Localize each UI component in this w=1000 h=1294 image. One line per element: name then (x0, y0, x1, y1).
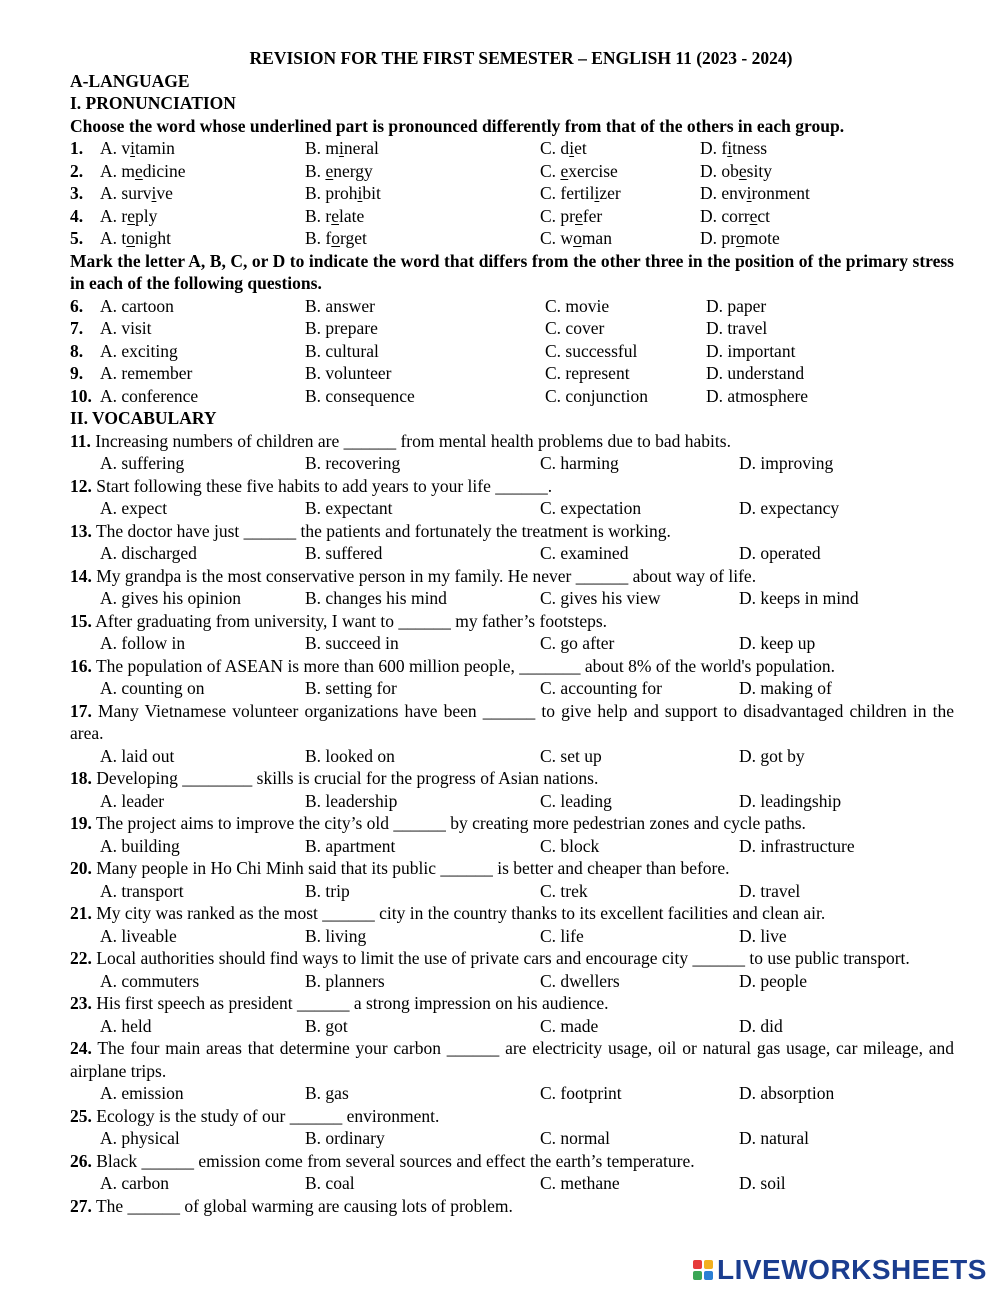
question-stem (70, 1195, 954, 1218)
answer-option[interactable] (540, 205, 602, 228)
option-text: tamin (135, 138, 175, 158)
option-text: A. r (100, 205, 128, 226)
question-number: 20. (70, 858, 92, 878)
logo-square (704, 1260, 713, 1269)
option-text: rget (340, 228, 367, 248)
answer-option[interactable]: B. suffered (305, 543, 383, 563)
question-stem (70, 520, 954, 543)
question-row (70, 340, 954, 363)
answer-option[interactable]: C. cover (545, 318, 605, 338)
answer-row (70, 790, 954, 813)
answer-option[interactable] (100, 227, 171, 250)
question-number: 18. (70, 768, 92, 788)
answer-option[interactable]: B. setting for (305, 678, 397, 698)
answer-option[interactable]: D. natural (739, 1128, 809, 1148)
option-text: xercise (568, 160, 618, 181)
answer-option[interactable] (540, 137, 587, 160)
answer-option[interactable]: B. planners (305, 970, 385, 991)
question-number: 25. (70, 1105, 92, 1126)
answer-row (70, 835, 954, 858)
question-number: 4. (70, 205, 84, 226)
answer-option[interactable]: A. physical (100, 1128, 180, 1148)
answer-row (70, 542, 954, 565)
answer-option[interactable]: C. examined (540, 543, 629, 563)
answer-option[interactable]: A. suffering (100, 453, 185, 473)
underlined-part: i (130, 138, 136, 158)
answer-option[interactable]: D. got by (739, 745, 805, 766)
question-number: 12. (70, 475, 92, 496)
answer-row (70, 677, 954, 700)
answer-option[interactable]: B. ordinary (305, 1128, 385, 1148)
question-row (70, 160, 954, 183)
answer-option[interactable]: C. made (540, 1015, 599, 1036)
option-text: B. f (305, 228, 332, 248)
option-text: C. (540, 160, 561, 181)
option-text: zer (599, 183, 621, 203)
underlined-part: i (594, 183, 600, 203)
option-text: B. m (305, 138, 340, 158)
answer-option[interactable] (100, 205, 157, 228)
question-stem (70, 610, 954, 633)
question-stem (70, 565, 954, 588)
option-text: neral (343, 138, 379, 158)
option-text: A. t (100, 228, 127, 248)
answer-option[interactable]: B. consequence (305, 385, 415, 406)
option-text: nergy (333, 160, 373, 181)
answer-option[interactable]: D. absorption (739, 1083, 835, 1103)
question-number: 19. (70, 813, 92, 833)
question-text: The four main areas that determine your carbon ______ are electricity usage, oil or natural gas usage, car mileage, and airplane trips. (70, 1038, 954, 1081)
question-text: Many people in Ho Chi Minh said that its public ______ is better and cheaper than before. (96, 858, 730, 878)
answer-option[interactable]: A. conference (100, 385, 199, 406)
answer-option[interactable]: B. coal (305, 1173, 355, 1193)
answer-row (70, 880, 954, 903)
question-stem (70, 767, 954, 790)
question-text: The ______ of global warming are causing lots of problem. (95, 1195, 513, 1216)
underlined-part: i (727, 138, 733, 158)
question-stem (70, 475, 954, 498)
option-text: ct (757, 205, 770, 226)
answer-option[interactable] (305, 182, 381, 205)
answer-option[interactable]: B. changes his mind (305, 588, 447, 608)
question-number: 9. (70, 363, 84, 383)
underlined-part: e (749, 205, 758, 226)
option-text: late (339, 205, 365, 226)
question-row (70, 385, 954, 408)
answer-option[interactable]: C. footprint (540, 1083, 622, 1103)
worksheet-page (70, 47, 954, 1217)
option-text: D. pr (700, 228, 736, 248)
answer-option[interactable]: A. exciting (100, 340, 178, 361)
answer-option[interactable]: D. paper (706, 295, 767, 316)
answer-option[interactable] (700, 160, 772, 183)
answer-option[interactable]: D. did (739, 1015, 783, 1036)
underlined-part: i (151, 183, 157, 203)
answer-option[interactable]: A. counting on (100, 678, 205, 698)
question-text: The population of ASEAN is more than 600 million people, _______ about 8% of the world's population. (95, 655, 835, 676)
question-text: His first speech as president ______ a strong impression on his audience. (96, 993, 609, 1013)
option-text: et (574, 138, 587, 158)
question-text: My grandpa is the most conservative person in my family. He never ______ about way of life. (96, 565, 757, 586)
underlined-part: o (573, 228, 582, 248)
pronunciation-questions (70, 137, 954, 250)
answer-option[interactable] (305, 227, 367, 250)
answer-option[interactable]: A. laid out (100, 745, 175, 766)
answer-option[interactable]: D. expectancy (739, 498, 840, 518)
question-stem (70, 992, 954, 1015)
question-text: The doctor have just ______ the patients and fortunately the treatment is working. (95, 520, 671, 541)
answer-option[interactable]: A. expect (100, 498, 168, 518)
answer-option[interactable]: C. go after (540, 633, 615, 653)
option-text: B. r (305, 205, 332, 226)
option-text: night (135, 228, 171, 248)
answer-row (70, 497, 954, 520)
question-text: After graduating from university, I want to ______ my father’s footsteps. (95, 610, 608, 631)
answer-row (70, 452, 954, 475)
question-number: 3. (70, 183, 84, 203)
answer-row (70, 1015, 954, 1038)
answer-option[interactable] (540, 182, 621, 205)
answer-option[interactable]: C. movie (545, 295, 610, 316)
option-text: D. env (700, 183, 747, 203)
question-number: 8. (70, 340, 84, 361)
question-stem (70, 655, 954, 678)
option-text: bit (362, 183, 381, 203)
option-text: C. fertil (540, 183, 595, 203)
answer-option[interactable]: B. apartment (305, 835, 396, 856)
answer-option[interactable]: D. keep up (739, 633, 816, 653)
answer-option[interactable]: D. travel (706, 318, 768, 338)
answer-option[interactable]: B. gas (305, 1083, 349, 1103)
question-stem (70, 902, 954, 925)
question-number: 27. (70, 1195, 92, 1216)
answer-row (70, 745, 954, 768)
section-pronunciation-heading: I. PRONUNCIATION (70, 93, 236, 113)
question-text: Start following these five habits to add years to your life ______. (96, 475, 553, 496)
question-row (70, 317, 954, 340)
answer-option[interactable]: B. cultural (305, 340, 379, 361)
section-language-heading: A-LANGUAGE (70, 70, 190, 91)
question-row (70, 137, 954, 160)
logo-square (693, 1260, 702, 1269)
question-number: 6. (70, 295, 84, 316)
answer-option[interactable]: A. commuters (100, 970, 200, 991)
option-text: dicine (142, 160, 186, 181)
question-stem (70, 947, 954, 970)
answer-option[interactable]: D. making of (739, 678, 832, 698)
answer-option[interactable]: B. living (305, 925, 367, 946)
option-text: sity (746, 160, 772, 181)
answer-row (70, 632, 954, 655)
question-number: 15. (70, 610, 92, 631)
vocabulary-questions (70, 430, 954, 1218)
underlined-part: e (135, 160, 143, 181)
question-number: 22. (70, 948, 92, 968)
underlined-part: i (569, 138, 575, 158)
underlined-part: e (738, 160, 747, 181)
answer-option[interactable]: A. remember (100, 363, 193, 383)
answer-option[interactable]: C. represent (545, 363, 630, 383)
liveworksheets-logo[interactable] (693, 1255, 987, 1285)
option-text: mote (744, 228, 780, 248)
answer-option[interactable]: A. discharged (100, 543, 197, 563)
answer-option[interactable]: D. live (739, 925, 787, 946)
question-number: 24. (70, 1038, 92, 1058)
answer-option[interactable]: C. life (540, 925, 584, 946)
answer-option[interactable]: B. recovering (305, 453, 401, 473)
pronunciation-instruction: Choose the word whose underlined part is pronounced differently from that of the others in each group. (70, 115, 845, 136)
answer-row (70, 1127, 954, 1150)
option-text: D. ob (700, 160, 739, 181)
underlined-part: e (560, 160, 569, 181)
answer-option[interactable] (100, 160, 186, 183)
answer-option[interactable]: B. got (305, 1015, 348, 1036)
answer-option[interactable]: B. volunteer (305, 363, 392, 383)
question-stem (70, 700, 954, 745)
answer-option[interactable]: C. gives his view (540, 588, 661, 608)
question-number: 1. (70, 138, 84, 158)
answer-option[interactable]: D. leadingship (739, 790, 842, 811)
answer-option[interactable]: C. trek (540, 880, 588, 901)
underlined-part: o (735, 228, 745, 248)
logo-square (704, 1271, 713, 1280)
option-text: tness (732, 138, 768, 158)
question-text: My city was ranked as the most ______ city in the country thanks to its excellent facilities and clean air. (96, 903, 826, 923)
question-text: Black ______ emission come from several sources and effect the earth’s temperature. (96, 1150, 695, 1171)
answer-row (70, 925, 954, 948)
question-number: 23. (70, 993, 92, 1013)
underlined-part: o (331, 228, 340, 248)
answer-option[interactable] (700, 137, 767, 160)
answer-option[interactable]: D. important (706, 340, 796, 361)
question-stem (70, 430, 954, 453)
answer-option[interactable] (305, 205, 364, 228)
answer-option[interactable]: C. expectation (540, 498, 642, 518)
answer-option[interactable]: D. travel (739, 880, 801, 901)
answer-option[interactable]: A. emission (100, 1083, 184, 1103)
answer-option[interactable]: A. liveable (100, 925, 177, 946)
option-text: fer (582, 205, 603, 226)
question-row (70, 205, 954, 228)
option-text: B. (305, 160, 326, 181)
answer-option[interactable]: C. dwellers (540, 970, 620, 991)
question-number: 7. (70, 318, 84, 338)
answer-option[interactable]: C. leading (540, 790, 612, 811)
question-number: 2. (70, 160, 84, 181)
option-text: A. m (100, 160, 135, 181)
answer-option[interactable]: C. accounting for (540, 678, 662, 698)
question-text: Ecology is the study of our ______ environment. (96, 1105, 440, 1126)
page-title: REVISION FOR THE FIRST SEMESTER – ENGLISH 11 (2023 - 2024) (249, 48, 793, 68)
answer-option[interactable]: A. building (100, 835, 180, 856)
option-text: A. surv (100, 183, 152, 203)
question-number: 17. (70, 700, 92, 721)
answer-option[interactable]: A. transport (100, 880, 184, 901)
answer-option[interactable]: B. looked on (305, 745, 395, 766)
answer-option[interactable] (100, 182, 173, 205)
question-number: 10. (70, 385, 92, 406)
answer-option[interactable]: B. succeed in (305, 633, 399, 653)
logo-mark-icon (693, 1260, 713, 1280)
underlined-part: i (746, 183, 752, 203)
answer-option[interactable]: D. people (739, 970, 808, 991)
option-text: B. proh (305, 183, 358, 203)
answer-option[interactable]: C. set up (540, 745, 602, 766)
answer-option[interactable]: A. carbon (100, 1173, 170, 1193)
question-stem (70, 857, 954, 880)
question-row (70, 227, 954, 250)
answer-row (70, 1082, 954, 1105)
underlined-part: e (331, 205, 340, 226)
answer-option[interactable]: A. held (100, 1015, 152, 1036)
answer-option[interactable]: C. normal (540, 1128, 610, 1148)
question-stem (70, 812, 954, 835)
underlined-part: o (126, 228, 135, 248)
question-number: 26. (70, 1150, 92, 1171)
option-text: C. pr (540, 205, 575, 226)
question-text: Developing ________ skills is crucial for the progress of Asian nations. (96, 768, 599, 788)
option-text: D. f (700, 138, 728, 158)
answer-option[interactable]: D. keeps in mind (739, 588, 859, 608)
answer-option[interactable]: D. soil (739, 1173, 786, 1193)
answer-option[interactable] (305, 137, 379, 160)
stress-instruction: Mark the letter A, B, C, or D to indicate the word that differs from the other three in the position of the primary stress in each of the following questions. (70, 250, 954, 293)
question-text: Many Vietnamese volunteer organizations have been ______ to give help and support to disadvantaged children in the area. (70, 700, 954, 743)
answer-option[interactable] (305, 160, 373, 183)
option-text: ply (135, 205, 158, 226)
answer-option[interactable]: A. leader (100, 790, 165, 811)
question-number: 21. (70, 903, 92, 923)
answer-option[interactable]: B. leadership (305, 790, 398, 811)
question-stem (70, 1150, 954, 1173)
answer-option[interactable]: C. conjunction (545, 385, 649, 406)
answer-option[interactable]: C. methane (540, 1173, 620, 1193)
underlined-part: i (339, 138, 344, 158)
option-text: man (581, 228, 612, 248)
question-text: The project aims to improve the city’s old ______ by creating more pedestrian zones and cycle paths. (95, 813, 806, 833)
answer-option[interactable]: A. gives his opinion (100, 588, 241, 608)
question-number: 16. (70, 655, 92, 676)
answer-option[interactable]: C. block (540, 835, 600, 856)
answer-option[interactable] (700, 182, 810, 205)
question-text: Increasing numbers of children are ______ from mental health problems due to bad habits. (95, 430, 731, 451)
answer-option[interactable] (700, 227, 780, 250)
question-row (70, 295, 954, 318)
logo-square (693, 1271, 702, 1280)
answer-option[interactable]: A. cartoon (100, 295, 174, 316)
option-text: C. d (540, 138, 570, 158)
answer-option[interactable]: B. answer (305, 295, 375, 316)
answer-option[interactable]: D. infrastructure (739, 835, 855, 856)
answer-option[interactable] (700, 205, 770, 228)
answer-option[interactable]: A. visit (100, 318, 152, 338)
underlined-part: e (575, 205, 583, 226)
option-text: D. corr (700, 205, 750, 226)
question-number: 5. (70, 228, 84, 248)
answer-row (70, 970, 954, 993)
answer-option[interactable]: A. follow in (100, 633, 186, 653)
answer-option[interactable]: B. expectant (305, 498, 393, 518)
question-stem (70, 1105, 954, 1128)
answer-option[interactable]: D. operated (739, 543, 821, 563)
stress-questions (70, 295, 954, 408)
question-stem (70, 1037, 954, 1082)
question-number: 13. (70, 520, 92, 541)
answer-option[interactable]: B. trip (305, 880, 350, 901)
answer-option[interactable]: D. understand (706, 363, 805, 383)
answer-row (70, 1172, 954, 1195)
answer-option[interactable] (100, 137, 175, 160)
answer-option[interactable] (540, 160, 618, 183)
answer-option[interactable] (540, 227, 612, 250)
answer-option[interactable]: D. atmosphere (706, 385, 809, 406)
answer-option[interactable]: C. harming (540, 453, 619, 473)
underlined-part: e (325, 160, 334, 181)
answer-option[interactable]: D. improving (739, 453, 834, 473)
answer-option[interactable]: C. successful (545, 340, 638, 361)
question-row (70, 362, 954, 385)
question-number: 14. (70, 565, 92, 586)
question-row (70, 182, 954, 205)
option-text: ve (156, 183, 173, 203)
option-text: A. v (100, 138, 131, 158)
logo-text: LIVEWORKSHEETS (717, 1254, 987, 1285)
underlined-part: e (127, 205, 135, 226)
answer-row (70, 587, 954, 610)
question-text: Local authorities should find ways to limit the use of private cars and encourage city ______ to use public transport. (96, 948, 910, 968)
question-number: 11. (70, 430, 91, 451)
option-text: ronment (751, 183, 810, 203)
section-vocabulary-heading: II. VOCABULARY (70, 408, 217, 428)
underlined-part: i (357, 183, 363, 203)
answer-option[interactable]: B. prepare (305, 318, 378, 338)
option-text: C. w (540, 228, 574, 248)
